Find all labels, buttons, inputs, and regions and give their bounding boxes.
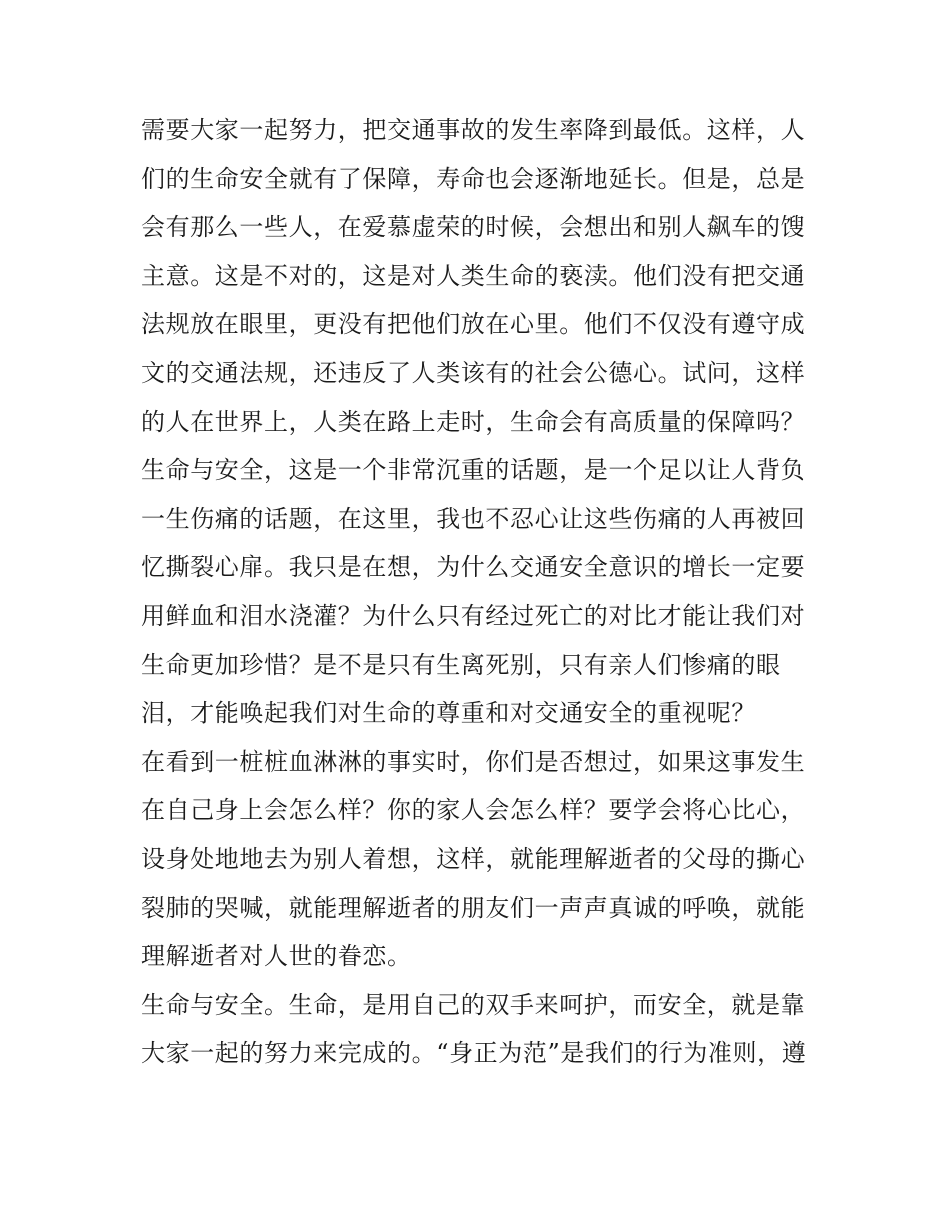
text-line: 在看到一桩桩血淋淋的事实时，你们是否想过，如果这事发生: [141, 747, 806, 776]
text-line: 文的交通法规，还违反了人类该有的社会公德心。试问，这样: [141, 358, 806, 387]
text-line: 法规放在眼里，更没有把他们放在心里。他们不仅没有遵守成: [141, 310, 806, 339]
text-line: 在自己身上会怎么样？你的家人会怎么样？要学会将心比心，: [141, 796, 806, 825]
text-line: 的人在世界上，人类在路上走时，生命会有高质量的保障吗？: [141, 407, 806, 436]
text-line: 裂肺的哭喊，就能理解逝者的朋友们一声声真诚的呼唤，就能: [141, 893, 806, 922]
text-line: 生命与安全。生命，是用自己的双手来呵护，而安全，就是靠: [141, 990, 806, 1019]
text-line: 泪，才能唤起我们对生命的尊重和对交通安全的重视呢？: [141, 699, 756, 728]
text-line: 需要大家一起努力，把交通事故的发生率降到最低。这样，人: [141, 116, 806, 144]
text-line: 大家一起的努力来完成的。“身正为范”是我们的行为准则，遵: [141, 1039, 807, 1068]
text-line: 理解逝者对人世的眷恋。: [141, 942, 412, 971]
text-line: 生命与安全，这是一个非常沉重的话题，是一个足以让人背负: [141, 456, 806, 485]
text-line: 会有那么一些人，在爱慕虚荣的时候，会想出和别人飙车的馊: [141, 213, 806, 242]
text-line: 主意。这是不对的，这是对人类生命的亵渎。他们没有把交通: [141, 261, 806, 290]
text-line: 忆撕裂心扉。我只是在想，为什么交通安全意识的增长一定要: [141, 553, 806, 582]
text-line: 设身处地地去为别人着想，这样，就能理解逝者的父母的撕心: [141, 844, 806, 873]
text-line: 用鲜血和泪水浇灌？为什么只有经过死亡的对比才能让我们对: [141, 601, 806, 630]
text-line: 生命更加珍惜？是不是只有生离死别，只有亲人们惨痛的眼: [141, 650, 781, 679]
text-line: 一生伤痛的话题，在这里，我也不忍心让这些伤痛的人再被回: [141, 504, 806, 533]
text-line: 们的生命安全就有了保障，寿命也会逐渐地延长。但是，总是: [141, 164, 806, 193]
body-text: [141, 106, 821, 1078]
